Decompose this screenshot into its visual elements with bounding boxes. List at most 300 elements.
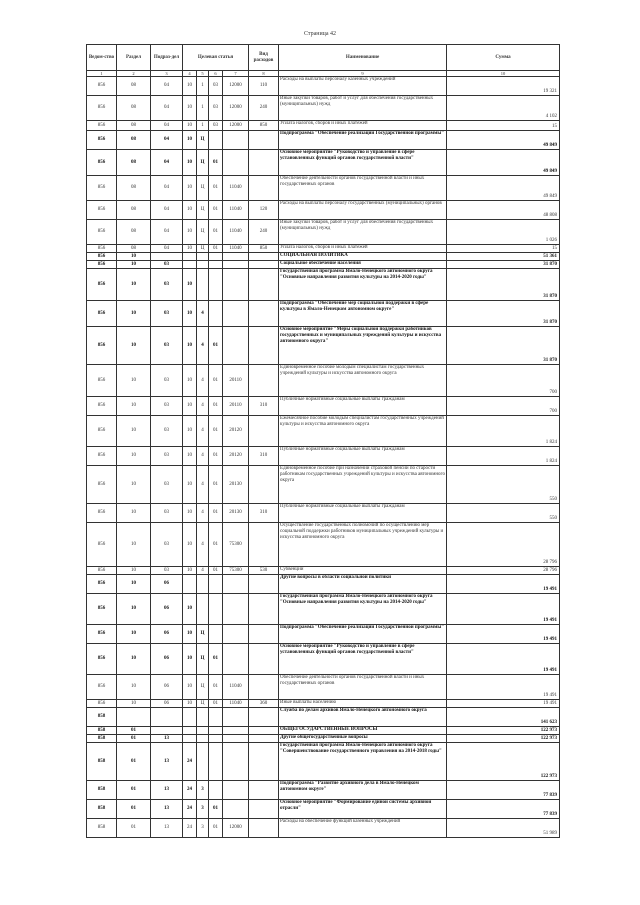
table-row [87, 708, 560, 727]
target-sub-cell: 3 [197, 800, 209, 819]
target-sub-cell: Ц [197, 675, 209, 700]
vid-cell [249, 743, 279, 781]
target-sub-cell: Ц [197, 131, 209, 150]
col-num: 7 [223, 71, 249, 77]
podrazdel-cell: 03 [151, 447, 183, 466]
razdel-cell: 08 [117, 77, 151, 96]
ved-cell: 856 [87, 150, 117, 176]
target-event-cell: 01 [209, 176, 223, 201]
ved-cell: 856 [87, 301, 117, 327]
target-dir-cell [223, 327, 249, 365]
target-event-cell: 01 [209, 700, 223, 708]
target-event-cell: 01 [209, 201, 223, 220]
vid-cell [249, 644, 279, 675]
target-event-cell: 01 [209, 447, 223, 466]
vid-cell [249, 781, 279, 800]
ved-cell: 856 [87, 567, 117, 575]
target-sub-cell: Ц [197, 220, 209, 245]
razdel-cell: 01 [117, 819, 151, 838]
razdel-cell: 10 [117, 523, 151, 567]
target-sub-cell: 4 [197, 523, 209, 567]
table-row [87, 504, 560, 523]
sum-cell: 1 026 [447, 220, 560, 245]
target-event-cell: 01 [209, 644, 223, 675]
sum-cell: 31 870 [447, 327, 560, 365]
razdel-cell: 08 [117, 220, 151, 245]
target-dir-cell: 20130 [223, 504, 249, 523]
table-row [87, 176, 560, 201]
vid-cell [249, 301, 279, 327]
ved-cell: 856 [87, 644, 117, 675]
table-row [87, 261, 560, 269]
vid-cell: 310 [249, 397, 279, 416]
target-prog-cell: 10 [183, 131, 197, 150]
target-prog-cell: 10 [183, 416, 197, 447]
name-cell: Уплата налогов, сборов и иных платежей [279, 121, 447, 131]
podrazdel-cell: 03 [151, 504, 183, 523]
podrazdel-cell: 03 [151, 327, 183, 365]
podrazdel-cell: 13 [151, 743, 183, 781]
podrazdel-cell: 03 [151, 397, 183, 416]
name-cell: ОБЩЕГОСУДАРСТВЕННЫЕ ВОПРОСЫ [279, 727, 447, 735]
target-sub-cell: 4 [197, 365, 209, 397]
name-cell: Социальное обеспечение населения [279, 261, 447, 269]
vid-cell [249, 466, 279, 504]
table-row [87, 150, 560, 176]
name-cell: Уплата налогов, сборов и иных платежей [279, 245, 447, 253]
razdel-cell: 01 [117, 735, 151, 743]
target-prog-cell: 10 [183, 121, 197, 131]
table-row [87, 96, 560, 121]
vid-cell [249, 625, 279, 644]
target-prog-cell: 10 [183, 675, 197, 700]
target-prog-cell: 10 [183, 594, 197, 625]
table-row [87, 397, 560, 416]
target-prog-cell: 10 [183, 447, 197, 466]
name-cell: Публичные нормативные социальные выплаты гражданам [279, 397, 447, 416]
ved-cell: 856 [87, 594, 117, 625]
sum-cell: 51 361 [447, 253, 560, 261]
podrazdel-cell: 03 [151, 523, 183, 567]
target-dir-cell [223, 575, 249, 594]
vid-cell [249, 150, 279, 176]
vid-cell [249, 727, 279, 735]
razdel-cell: 10 [117, 567, 151, 575]
table-row [87, 447, 560, 466]
target-sub-cell: Ц [197, 625, 209, 644]
target-sub-cell: 1 [197, 77, 209, 96]
table-row [87, 735, 560, 743]
name-cell: Иные закупки товаров, работ и услуг для обеспечения государственных (муниципальных) нужд [279, 96, 447, 121]
target-sub-cell [197, 269, 209, 301]
target-dir-cell: 75300 [223, 567, 249, 575]
target-dir-cell [223, 727, 249, 735]
table-row [87, 644, 560, 675]
razdel-cell [117, 708, 151, 727]
target-event-cell: 03 [209, 77, 223, 96]
ved-cell: 856 [87, 245, 117, 253]
target-sub-cell: 3 [197, 781, 209, 800]
ved-cell: 858 [87, 743, 117, 781]
target-sub-cell [197, 743, 209, 781]
page-number: Страница 42 [303, 31, 337, 37]
target-sub-cell: Ц [197, 644, 209, 675]
ved-cell: 858 [87, 735, 117, 743]
name-cell: Единовременное пособие при назначении страховой пенсии по старости работникам государственных учреждений культуры и искусства автономного округа [279, 466, 447, 504]
target-dir-cell: 20110 [223, 365, 249, 397]
razdel-cell: 10 [117, 700, 151, 708]
target-sub-cell: 4 [197, 301, 209, 327]
target-event-cell [209, 735, 223, 743]
vid-cell: 360 [249, 700, 279, 708]
vid-cell [249, 131, 279, 150]
razdel-cell: 10 [117, 466, 151, 504]
table-row [87, 743, 560, 781]
table-row [87, 327, 560, 365]
target-event-cell [209, 625, 223, 644]
name-cell: Государственная программа Ямало-Ненецкого автономного округа "Основные направления развития культуры на 2014-2020 годы" [279, 269, 447, 301]
podrazdel-cell: 03 [151, 269, 183, 301]
target-prog-cell [183, 575, 197, 594]
razdel-cell: 10 [117, 675, 151, 700]
name-cell: Осуществление государственных полномочий по осуществлению мер социальной поддержки работников муниципальных учреждений культуры и искусства автономного округа [279, 523, 447, 567]
podrazdel-cell: 06 [151, 594, 183, 625]
ved-cell: 856 [87, 523, 117, 567]
podrazdel-cell: 13 [151, 735, 183, 743]
razdel-cell: 10 [117, 261, 151, 269]
podrazdel-cell: 04 [151, 150, 183, 176]
ved-cell: 856 [87, 77, 117, 96]
target-event-cell [209, 743, 223, 781]
target-prog-cell: 10 [183, 644, 197, 675]
target-dir-cell [223, 708, 249, 727]
target-event-cell: 01 [209, 220, 223, 245]
ved-cell: 856 [87, 575, 117, 594]
podrazdel-cell: 06 [151, 700, 183, 708]
podrazdel-cell: 04 [151, 245, 183, 253]
sum-cell: 19 491 [447, 625, 560, 644]
name-cell: Расходы на выплаты персоналу государственных (муниципальных) органов [279, 201, 447, 220]
sum-cell: 700 [447, 365, 560, 397]
target-event-cell [209, 131, 223, 150]
podrazdel-cell: 03 [151, 301, 183, 327]
razdel-cell: 01 [117, 727, 151, 735]
podrazdel-cell: 04 [151, 96, 183, 121]
name-cell: Другие вопросы в области социальной политики [279, 575, 447, 594]
ved-cell: 856 [87, 675, 117, 700]
target-sub-cell: 4 [197, 567, 209, 575]
target-prog-cell: 10 [183, 567, 197, 575]
razdel-cell: 10 [117, 447, 151, 466]
target-event-cell [209, 727, 223, 735]
table-row [87, 269, 560, 301]
target-sub-cell: 4 [197, 416, 209, 447]
header-vid: Вид расходов [249, 45, 279, 71]
target-event-cell: 01 [209, 245, 223, 253]
sum-cell: 28 796 [447, 523, 560, 567]
vid-cell [249, 594, 279, 625]
sum-cell: 77 839 [447, 800, 560, 819]
target-sub-cell: Ц [197, 245, 209, 253]
podrazdel-cell: 06 [151, 675, 183, 700]
target-event-cell [209, 301, 223, 327]
sum-cell: 31 870 [447, 261, 560, 269]
table-row [87, 700, 560, 708]
target-event-cell: 01 [209, 365, 223, 397]
ved-cell: 856 [87, 365, 117, 397]
target-dir-cell: 12000 [223, 121, 249, 131]
table-row [87, 301, 560, 327]
target-dir-cell: 20130 [223, 466, 249, 504]
target-dir-cell [223, 735, 249, 743]
target-prog-cell: 10 [183, 201, 197, 220]
sum-cell: 19 491 [447, 700, 560, 708]
target-prog-cell [183, 735, 197, 743]
col-num: 9 [279, 71, 447, 77]
col-num: 6 [209, 71, 223, 77]
target-prog-cell [183, 253, 197, 261]
sum-cell: 19 491 [447, 644, 560, 675]
target-dir-cell: 11040 [223, 675, 249, 700]
ved-cell: 856 [87, 504, 117, 523]
ved-cell: 858 [87, 800, 117, 819]
razdel-cell: 10 [117, 365, 151, 397]
table-row [87, 77, 560, 96]
podrazdel-cell: 06 [151, 625, 183, 644]
target-prog-cell: 10 [183, 466, 197, 504]
name-cell: Публичные нормативные социальные выплаты гражданам [279, 504, 447, 523]
target-event-cell: 01 [209, 675, 223, 700]
col-num: 10 [447, 71, 560, 77]
podrazdel-cell: 04 [151, 77, 183, 96]
sum-cell: 1 824 [447, 447, 560, 466]
target-event-cell: 01 [209, 466, 223, 504]
podrazdel-cell [151, 708, 183, 727]
vid-cell [249, 708, 279, 727]
target-event-cell: 03 [209, 96, 223, 121]
target-prog-cell: 10 [183, 504, 197, 523]
vid-cell [249, 819, 279, 838]
budget-table [86, 44, 560, 838]
target-sub-cell [197, 727, 209, 735]
target-prog-cell: 10 [183, 700, 197, 708]
target-prog-cell: 10 [183, 77, 197, 96]
podrazdel-cell: 03 [151, 466, 183, 504]
name-cell: Ежемесячное пособие молодым специалистам государственных учреждений культуры и искусства автономного округа [279, 416, 447, 447]
target-sub-cell: Ц [197, 201, 209, 220]
sum-cell: 28 796 [447, 567, 560, 575]
ved-cell: 858 [87, 819, 117, 838]
target-prog-cell: 10 [183, 397, 197, 416]
target-dir-cell: 20120 [223, 416, 249, 447]
header-ved: Ведом-ство [87, 45, 117, 71]
sum-cell: 48 808 [447, 201, 560, 220]
target-prog-cell: 10 [183, 96, 197, 121]
target-sub-cell: 1 [197, 96, 209, 121]
header-razdel: Раздел [117, 45, 151, 71]
table-row [87, 625, 560, 644]
table-row [87, 365, 560, 397]
name-cell: Государственная программа Ямало-Ненецкого автономного округа "Основные направления развития культуры на 2014-2020 годы" [279, 594, 447, 625]
razdel-cell: 10 [117, 625, 151, 644]
sum-cell: 49 849 [447, 131, 560, 150]
name-cell: Служба по делам архивов Ямало-Ненецкого автономного округа [279, 708, 447, 727]
target-sub-cell: 4 [197, 466, 209, 504]
sum-cell: 122 973 [447, 743, 560, 781]
col-num: 1 [87, 71, 117, 77]
vid-cell: 310 [249, 447, 279, 466]
target-prog-cell [183, 727, 197, 735]
target-dir-cell [223, 253, 249, 261]
target-sub-cell: 4 [197, 327, 209, 365]
name-cell: Публичные нормативные социальные выплаты гражданам [279, 447, 447, 466]
target-prog-cell: 10 [183, 176, 197, 201]
target-prog-cell: 10 [183, 523, 197, 567]
ved-cell: 856 [87, 397, 117, 416]
target-sub-cell [197, 708, 209, 727]
name-cell: Подпрограмма "Обеспечение реализации Государственной программы" [279, 131, 447, 150]
ved-cell: 856 [87, 176, 117, 201]
target-dir-cell: 11040 [223, 700, 249, 708]
table-header-row [87, 45, 560, 71]
target-sub-cell: Ц [197, 150, 209, 176]
target-dir-cell: 11040 [223, 201, 249, 220]
target-dir-cell [223, 594, 249, 625]
target-dir-cell [223, 301, 249, 327]
sum-cell: 19 491 [447, 575, 560, 594]
target-dir-cell [223, 781, 249, 800]
vid-cell [249, 416, 279, 447]
col-num: 3 [151, 71, 183, 77]
podrazdel-cell: 04 [151, 131, 183, 150]
target-event-cell [209, 594, 223, 625]
target-prog-cell: 10 [183, 245, 197, 253]
ved-cell: 856 [87, 121, 117, 131]
sum-cell: 4 102 [447, 96, 560, 121]
podrazdel-cell: 13 [151, 819, 183, 838]
table-row [87, 131, 560, 150]
target-dir-cell [223, 269, 249, 301]
target-event-cell [209, 261, 223, 269]
razdel-cell: 10 [117, 269, 151, 301]
name-cell: Государственная программа Ямало-Ненецкого автономного округа "Совершенствование государственного управления на 2014-2018 годы" [279, 743, 447, 781]
vid-cell: 240 [249, 96, 279, 121]
target-prog-cell: 10 [183, 220, 197, 245]
ved-cell: 856 [87, 131, 117, 150]
name-cell: Основное мероприятие "Руководство и управление в сфере установленных функций органов государственной власти" [279, 150, 447, 176]
target-sub-cell: 4 [197, 397, 209, 416]
ved-cell: 856 [87, 447, 117, 466]
target-sub-cell: 4 [197, 447, 209, 466]
name-cell: Другие общегосударственные вопросы [279, 735, 447, 743]
ved-cell: 858 [87, 708, 117, 727]
target-dir-cell: 20120 [223, 447, 249, 466]
sum-cell: 122 973 [447, 727, 560, 735]
table-row [87, 253, 560, 261]
name-cell: Подпрограмма "Развитие архивного дела в Ямало-Ненецком автономном округе" [279, 781, 447, 800]
vid-cell [249, 675, 279, 700]
target-prog-cell: 10 [183, 269, 197, 301]
target-dir-cell [223, 644, 249, 675]
razdel-cell: 01 [117, 781, 151, 800]
vid-cell [249, 261, 279, 269]
target-dir-cell: 12000 [223, 96, 249, 121]
sum-cell: 15 [447, 245, 560, 253]
target-sub-cell: 1 [197, 121, 209, 131]
target-dir-cell: 75300 [223, 523, 249, 567]
table-row [87, 675, 560, 700]
target-event-cell: 01 [209, 397, 223, 416]
razdel-cell: 08 [117, 176, 151, 201]
name-cell: Основное мероприятие "Формирование единой системы архивной отрасли" [279, 800, 447, 819]
target-event-cell: 01 [209, 567, 223, 575]
target-prog-cell: 24 [183, 800, 197, 819]
podrazdel-cell: 04 [151, 201, 183, 220]
target-event-cell: 01 [209, 800, 223, 819]
ved-cell: 856 [87, 220, 117, 245]
razdel-cell: 10 [117, 253, 151, 261]
name-cell: Обеспечение деятельности органов государственной власти и иных государственных органов [279, 176, 447, 201]
target-event-cell [209, 708, 223, 727]
razdel-cell: 10 [117, 504, 151, 523]
header-target: Целевая статья [183, 45, 249, 71]
target-prog-cell: 10 [183, 327, 197, 365]
sum-cell: 141 623 [447, 708, 560, 727]
podrazdel-cell: 04 [151, 121, 183, 131]
target-dir-cell: 11040 [223, 176, 249, 201]
header-sum: Сумма [447, 45, 560, 71]
sum-cell: 15 [447, 121, 560, 131]
table-row [87, 575, 560, 594]
ved-cell: 858 [87, 781, 117, 800]
target-sub-cell: Ц [197, 176, 209, 201]
target-dir-cell [223, 261, 249, 269]
name-cell: Субвенции [279, 567, 447, 575]
col-num: 2 [117, 71, 151, 77]
target-sub-cell: 4 [197, 504, 209, 523]
vid-cell [249, 523, 279, 567]
name-cell: Основное мероприятие "Меры социальной поддержки работников государственных и муниципальных учреждений культуры и искусства автономного округа" [279, 327, 447, 365]
ved-cell: 856 [87, 253, 117, 261]
name-cell: Основное мероприятие "Руководство и управление в сфере установленных функций органов государственной власти" [279, 644, 447, 675]
razdel-cell: 10 [117, 301, 151, 327]
razdel-cell: 08 [117, 131, 151, 150]
sum-cell: 122 973 [447, 735, 560, 743]
vid-cell [249, 365, 279, 397]
podrazdel-cell [151, 253, 183, 261]
ved-cell: 856 [87, 269, 117, 301]
vid-cell: 310 [249, 504, 279, 523]
table-row [87, 781, 560, 800]
podrazdel-cell: 04 [151, 176, 183, 201]
table-body [87, 77, 560, 838]
razdel-cell: 08 [117, 201, 151, 220]
razdel-cell: 10 [117, 416, 151, 447]
vid-cell: 850 [249, 121, 279, 131]
name-cell: Обеспечение деятельности органов государственной власти и иных государственных органов [279, 675, 447, 700]
podrazdel-cell: 06 [151, 644, 183, 675]
target-sub-cell [197, 261, 209, 269]
sum-cell: 49 849 [447, 150, 560, 176]
vid-cell [249, 575, 279, 594]
vid-cell: 110 [249, 77, 279, 96]
razdel-cell: 08 [117, 245, 151, 253]
target-sub-cell [197, 575, 209, 594]
target-event-cell: 01 [209, 523, 223, 567]
target-event-cell: 03 [209, 121, 223, 131]
table-row [87, 245, 560, 253]
sum-cell: 550 [447, 466, 560, 504]
